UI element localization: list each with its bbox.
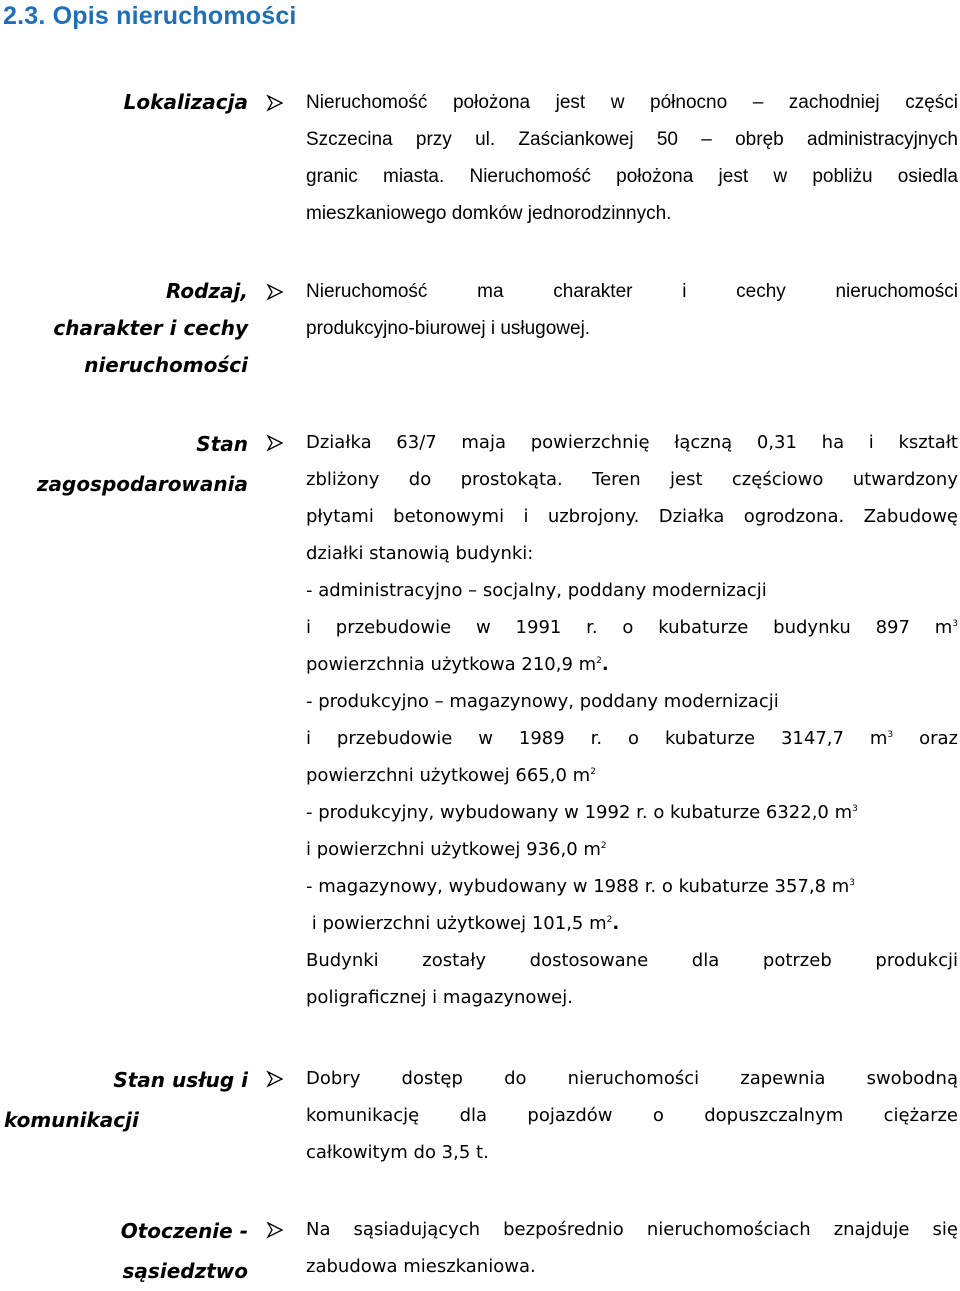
text-line: płytami betonowymi i uzbrojony. Działka ogrodzona. Zabudowę [306, 506, 958, 527]
arrow-bullet-icon [265, 433, 285, 453]
arrow-bullet-icon [265, 1220, 285, 1240]
text-line: działki stanowią budynki: [306, 543, 534, 564]
superscript: 2 [600, 841, 607, 851]
text-line: komunikację dla pojazdów o dopuszczalnym ciężarze [306, 1105, 958, 1126]
label-rodzaj [53, 273, 248, 384]
text-line: poligraficznej i magazynowej. [306, 987, 573, 1008]
label-line: Lokalizacja [123, 90, 248, 114]
section-heading: 2.3. Opis nieruchomości [3, 2, 297, 30]
text-line: - administracyjno – socjalny, poddany modernizacji [306, 580, 767, 601]
text-stan-zagospodarowania [306, 424, 958, 1016]
label-lokalizacja [124, 84, 248, 121]
label-line: nieruchomości [84, 353, 248, 377]
text-line: granic miasta. Nieruchomość położona jest w pobliżu osiedla [306, 166, 958, 187]
text-line: mieszkaniowego domków jednorodzinnych. [306, 203, 672, 224]
label-otoczenie [121, 1211, 248, 1291]
text-line: Nieruchomość ma charakter i cechy nieruchomości [306, 281, 958, 302]
text-line: Dobry dostęp do nieruchomości zapewnia swobodną [306, 1068, 958, 1089]
text-rodzaj [306, 273, 958, 347]
text-line: i powierzchni użytkowej 101,5 $m^2$. [306, 913, 620, 934]
label-line: Otoczenie - [120, 1219, 248, 1243]
superscript: 2 [606, 915, 613, 925]
label-line: komunikacji [4, 1108, 139, 1132]
text-line: Szczecina przy ul. Zaściankowej 50 – obręb administracyjnych [306, 129, 958, 150]
label-stan-zagospodarowania [37, 424, 248, 504]
text-stan-uslug [306, 1060, 958, 1171]
label-line: zagospodarowania [36, 472, 248, 496]
text-line: Nieruchomość położona jest w północno – zachodniej części [306, 92, 958, 113]
label-line: Rodzaj, [165, 279, 248, 303]
text-line: - produkcyjny, wybudowany w 1992 r. o kubaturze 6322,0 $m^3$ [306, 802, 858, 823]
text-line: produkcyjno-biurowej i usługowej. [306, 318, 591, 339]
text-line: Działka 63/7 maja powierzchnię łączną 0,31 ha i kształt [306, 432, 958, 453]
label-line: Stan usług i [113, 1068, 248, 1092]
superscript: 3 [849, 878, 856, 888]
text-line: powierzchnia użytkowa 210,9 $m^2$. [306, 654, 609, 675]
text-line: całkowitym do 3,5 t. [306, 1142, 489, 1163]
text-otoczenie [306, 1211, 958, 1285]
text-line: Budynki zostały dostosowane dla potrzeb produkcji [306, 950, 958, 971]
arrow-bullet-icon [265, 1069, 285, 1089]
label-line: Stan [196, 432, 248, 456]
superscript: 2 [596, 656, 602, 666]
text-line: - magazynowy, wybudowany w 1988 r. o kubaturze 357,8 $m^3$ [306, 876, 856, 897]
superscript: 2 [590, 767, 596, 777]
arrow-bullet-icon [265, 93, 285, 113]
label-line: charakter i cechy [53, 316, 248, 340]
superscript: 3 [952, 619, 958, 629]
text-line: zabudowa mieszkaniowa. [306, 1256, 536, 1277]
text-line: Na sąsiadujących bezpośrednio nieruchomościach znajduje się [306, 1219, 958, 1240]
arrow-bullet-icon [265, 282, 285, 302]
label-line: sąsiedztwo [122, 1259, 248, 1283]
superscript: 3 [887, 730, 894, 740]
text-line: - produkcyjno – magazynowy, poddany modernizacji [306, 691, 779, 712]
text-line: zbliżony do prostokąta. Teren jest częściowo utwardzony [306, 469, 958, 490]
text-line: powierzchni użytkowej 665,0 $m^2$ [306, 765, 596, 786]
text-line: i powierzchni użytkowej 936,0 $m^2$ [306, 839, 607, 860]
label-stan-uslug [0, 1060, 248, 1140]
text-line: i przebudowie w 1989 r. o kubaturze 3147,7 $m^3$ oraz [306, 728, 958, 749]
text-lokalizacja [306, 84, 958, 232]
text-line: i przebudowie w 1991 r. o kubaturze budynku 897 $m^3$ [306, 617, 958, 638]
superscript: 3 [852, 804, 858, 814]
